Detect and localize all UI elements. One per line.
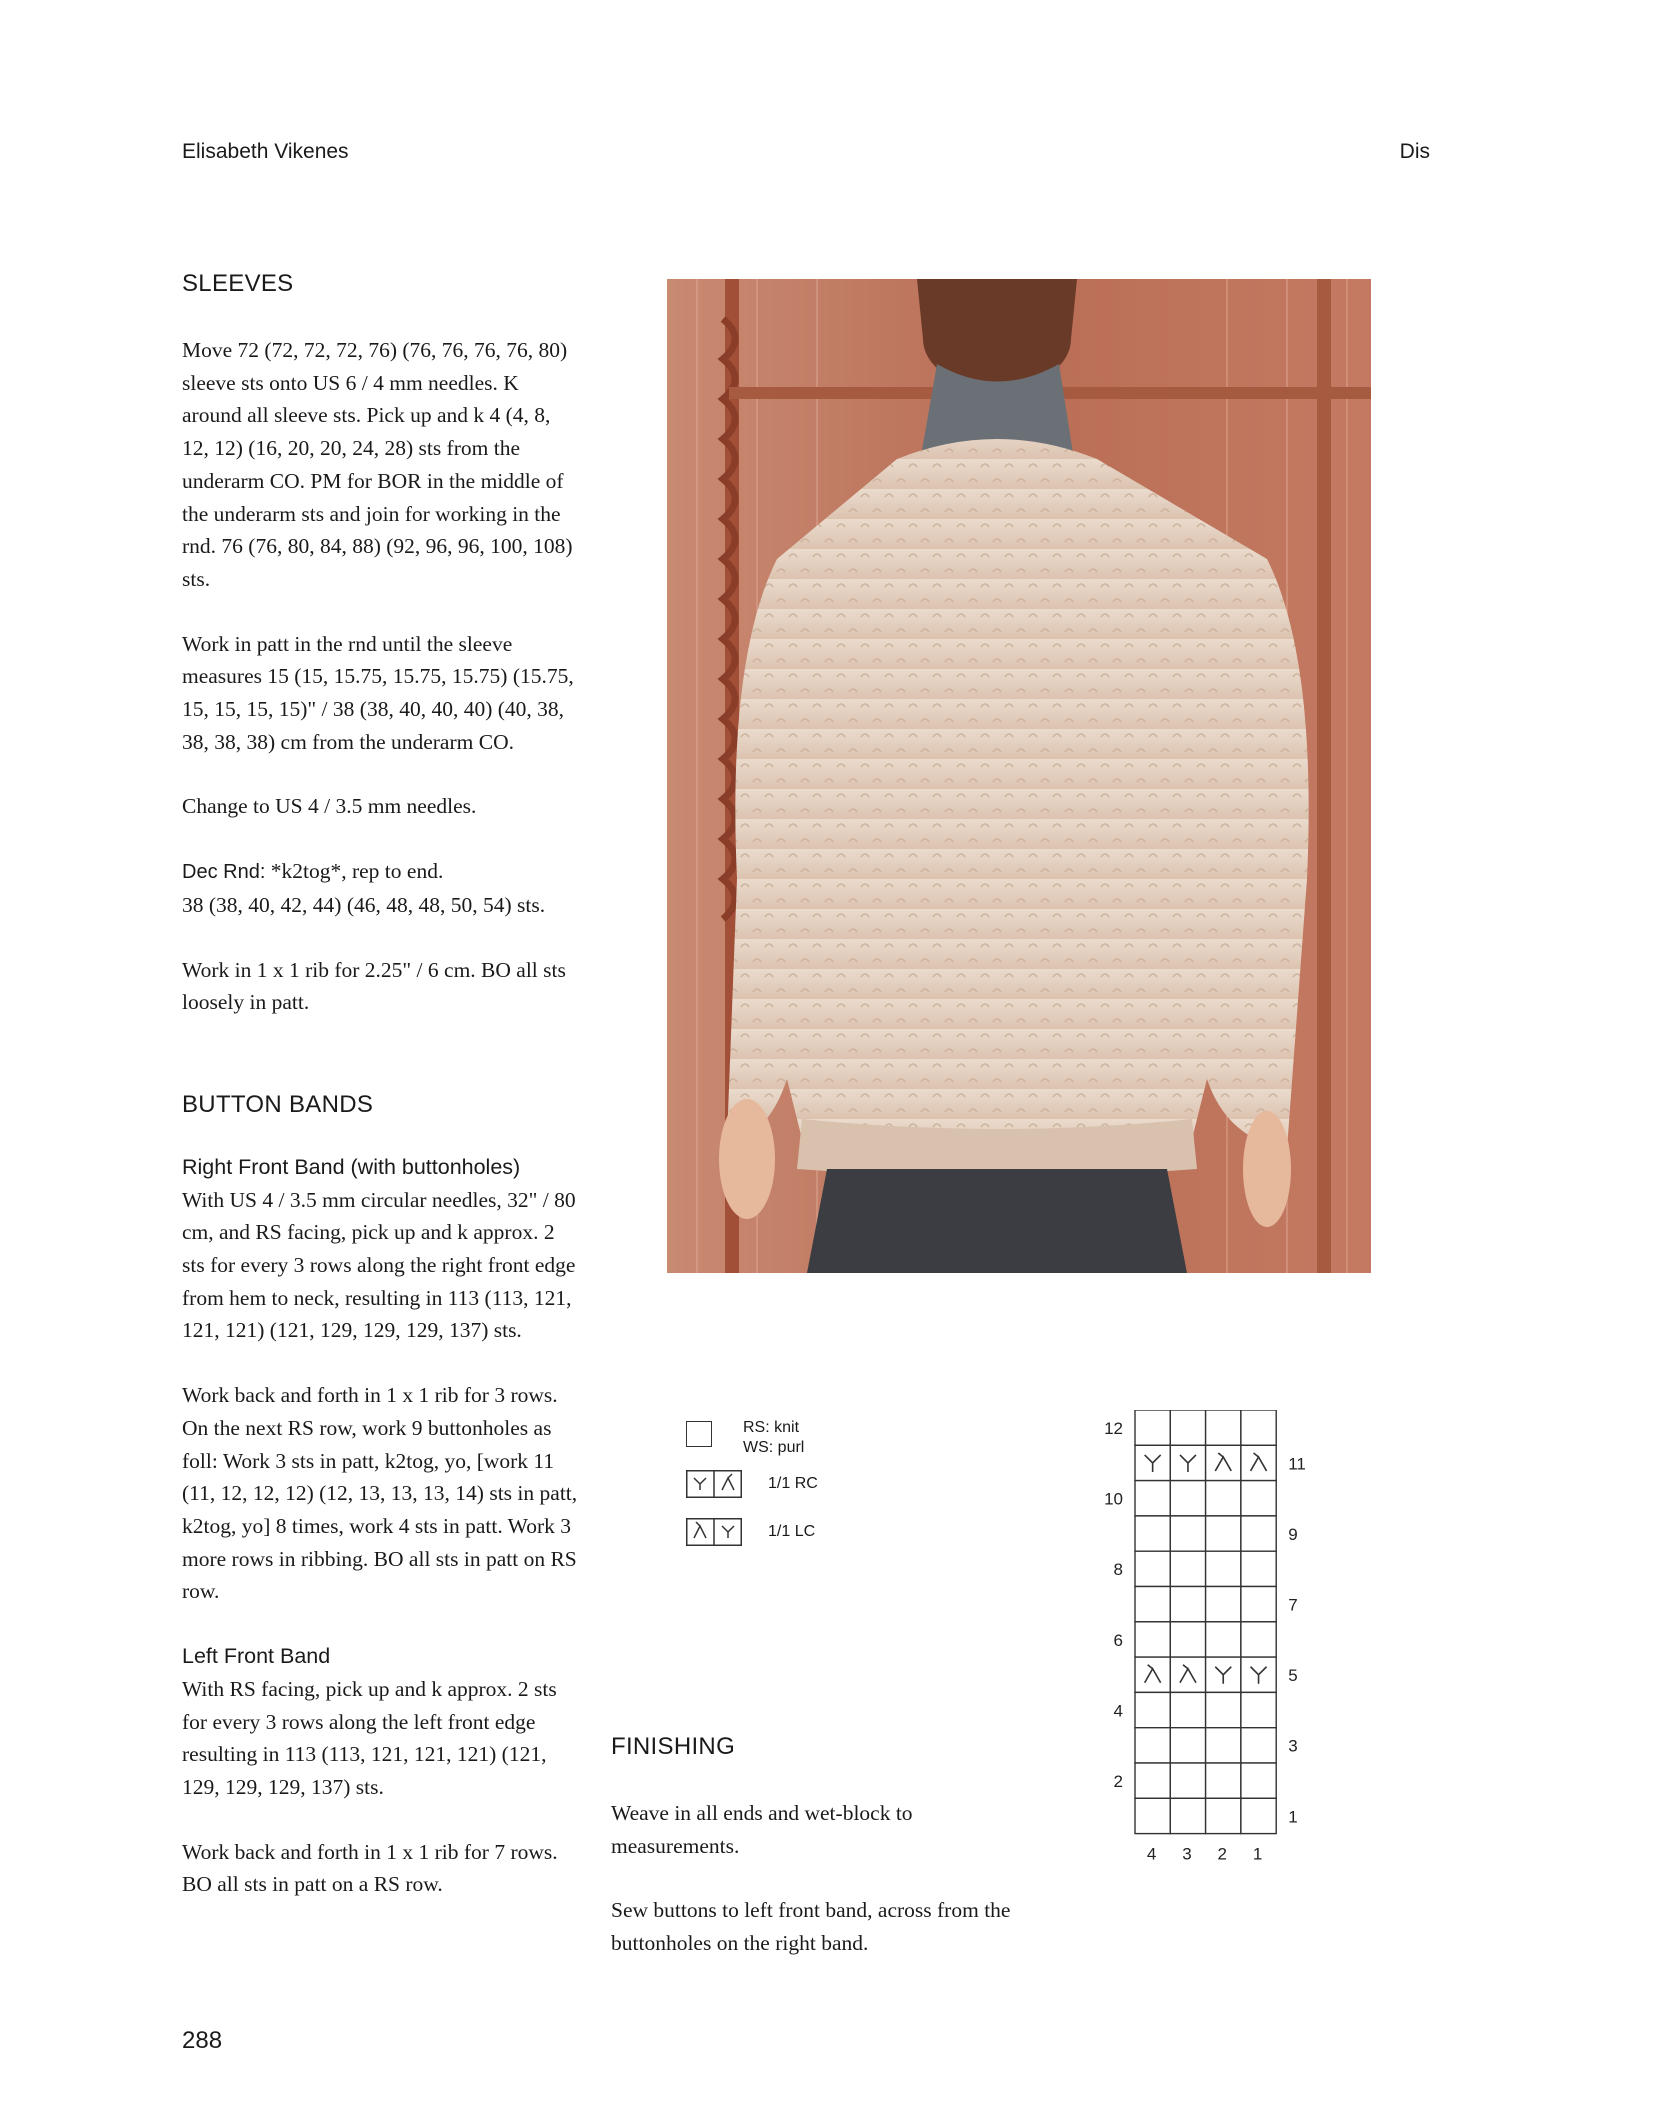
chart-cell-r4-c2	[1206, 1692, 1241, 1727]
dec-round-result: 38 (38, 40, 42, 44) (46, 48, 48, 50, 54) sts.	[182, 892, 546, 917]
chart-cell-r10-c4	[1135, 1481, 1170, 1516]
chart-legend	[686, 1418, 946, 1558]
chart-cell-r4-c3	[1170, 1692, 1205, 1727]
chart-row-label-2: 2	[1113, 1772, 1123, 1791]
chart-cell-r5-c4	[1135, 1657, 1170, 1692]
chart-cell-r6-c3	[1170, 1622, 1205, 1657]
right-band-paragraph-1: With US 4 / 3.5 mm circular needles, 32" / 80 cm, and RS facing, pick up and k approx. 2 sts for every 3 rows along the right front edge from hem to neck, resulting in 113 (113, 121, 121, 121) (121, 129, 129, 129, 137) sts.	[182, 1187, 576, 1343]
sleeves-dec-round	[182, 855, 582, 921]
legend-knit-symbol	[686, 1421, 712, 1447]
chart-cell-r5-c3	[1170, 1657, 1205, 1692]
section-heading-button-bands: BUTTON BANDS	[182, 1090, 374, 1118]
chart-cell-r9-c4	[1135, 1516, 1170, 1551]
chart-cell-r8-c3	[1170, 1551, 1205, 1586]
left-band-paragraph-2: Work back and forth in 1 x 1 rib for 7 rows. BO all sts in patt on a RS row.	[182, 1839, 558, 1897]
knitting-chart	[1100, 1410, 1320, 1880]
left-column	[182, 270, 582, 1901]
section-heading-sleeves: SLEEVES	[182, 270, 294, 297]
subheading-left-front-band: Left Front Band	[182, 1644, 331, 1669]
chart-cell-r7-c2	[1206, 1587, 1241, 1622]
chart-cell-r4-c4	[1135, 1692, 1170, 1727]
chart-cell-r8-c2	[1206, 1551, 1241, 1586]
chart-cell-r10-c1	[1241, 1481, 1276, 1516]
page-number: 288	[182, 2027, 223, 2054]
chart-cell-r3-c2	[1206, 1728, 1241, 1763]
dec-round-label: Dec Rnd:	[182, 861, 266, 884]
chart-cell-r3-c4	[1135, 1728, 1170, 1763]
chart-cell-r3-c3	[1170, 1728, 1205, 1763]
right-band-paragraph-2: Work back and forth in 1 x 1 rib for 3 rows. On the next RS row, work 9 buttonholes as foll: Work 3 sts in patt, k2tog, yo, [work 11 (11, 12, 12, 12) (12, 13, 13, 13, 14) sts in patt, k2tog, yo] 8 times, work 4 sts in patt. Work 3 more rows in ribbing. BO all sts in patt on RS row.	[182, 1383, 578, 1604]
sleeves-paragraph-2: Work in patt in the rnd until the sleeve measures 15 (15, 15.75, 15.75, 15.75) (15.75, 15, 15, 15, 15)" / 38 (38, 40, 40, 40) (40, 38, 38, 38, 38) cm from the underarm CO.	[182, 631, 574, 754]
finishing-paragraph-1: Weave in all ends and wet-block to measurements.	[611, 1801, 913, 1858]
chart-cell-r8-c1	[1241, 1551, 1276, 1586]
running-header-author: Elisabeth Vikenes	[182, 140, 349, 163]
subheading-right-front-band: Right Front Band (with buttonholes)	[182, 1154, 521, 1179]
chart-row-label-5: 5	[1288, 1666, 1298, 1686]
chart-row-label-10: 10	[1104, 1489, 1123, 1509]
chart-cell-r3-c1	[1241, 1728, 1276, 1763]
chart-row-label-12: 12	[1104, 1419, 1123, 1438]
chart-cell-r7-c1	[1241, 1587, 1276, 1622]
chart-cell-r4-c1	[1241, 1692, 1276, 1727]
chart-column-label-3: 3	[1182, 1844, 1192, 1864]
sleeves-paragraph-3: Change to US 4 / 3.5 mm needles.	[182, 794, 477, 819]
chart-cell-r9-c3	[1170, 1516, 1205, 1551]
chart-cell-r12-c3	[1170, 1410, 1205, 1445]
chart-cell-r1-c3	[1170, 1798, 1205, 1833]
legend-knit-line2: WS: purl	[743, 1439, 805, 1456]
chart-cell-r12-c2	[1206, 1410, 1241, 1445]
legend-lc-label: 1/1 LC	[768, 1523, 816, 1540]
chart-cell-r7-c3	[1170, 1587, 1205, 1622]
chart-cell-r11-c1	[1241, 1445, 1276, 1480]
chart-cell-r8-c4	[1135, 1551, 1170, 1586]
chart-row-label-3: 3	[1288, 1736, 1298, 1756]
legend-knit-label	[743, 1418, 804, 1458]
sleeves-rib-paragraph: Work in 1 x 1 rib for 2.25" / 6 cm. BO all sts loosely in patt.	[182, 957, 566, 1015]
legend-rc-label: 1/1 RC	[768, 1475, 818, 1492]
chart-cell-r6-c4	[1135, 1622, 1170, 1657]
chart-cell-r2-c2	[1206, 1763, 1241, 1798]
chart-row-label-9: 9	[1288, 1524, 1298, 1544]
finishing-paragraph-2: Sew buttons to left front band, across from the buttonholes on the right band.	[611, 1898, 1011, 1956]
chart-cell-r12-c4	[1135, 1410, 1170, 1445]
section-heading-finishing: FINISHING	[611, 1733, 736, 1760]
chart-cell-r11-c2	[1206, 1445, 1241, 1480]
chart-cell-r9-c2	[1206, 1516, 1241, 1551]
chart-cell-r2-c4	[1135, 1763, 1170, 1798]
finishing-section	[611, 1733, 1011, 1960]
chart-cell-r2-c3	[1170, 1763, 1205, 1798]
chart-cell-r6-c2	[1206, 1622, 1241, 1657]
chart-cell-r7-c4	[1135, 1587, 1170, 1622]
chart-row-label-1: 1	[1288, 1807, 1298, 1827]
sweater-photo	[667, 279, 1371, 1273]
chart-row-label-7: 7	[1288, 1595, 1298, 1615]
chart-cell-r1-c1	[1241, 1798, 1276, 1833]
chart-row-label-4: 4	[1113, 1701, 1123, 1721]
chart-row-label-11: 11	[1288, 1454, 1306, 1474]
chart-cell-r12-c1	[1241, 1410, 1276, 1445]
left-band-paragraph-1: With RS facing, pick up and k approx. 2 sts for every 3 rows along the left front edge resulting in 113 (113, 121, 121, 121) (121, 129, 129, 129, 137) sts.	[182, 1676, 557, 1799]
chart-cell-r9-c1	[1241, 1516, 1276, 1551]
legend-rc-symbol	[686, 1470, 742, 1498]
legend-lc-symbol	[686, 1518, 742, 1546]
chart-row-label-6: 6	[1113, 1630, 1123, 1650]
chart-cell-r6-c1	[1241, 1622, 1276, 1657]
dec-round-text: *k2tog*, rep to end.	[265, 859, 444, 884]
chart-column-label-4: 4	[1146, 1844, 1157, 1864]
chart-cell-r10-c3	[1170, 1481, 1205, 1516]
legend-knit-line1: RS: knit	[743, 1419, 800, 1436]
chart-cell-r1-c2	[1206, 1798, 1241, 1833]
chart-column-label-2: 2	[1217, 1844, 1227, 1864]
chart-cell-r2-c1	[1241, 1763, 1276, 1798]
chart-column-label-1: 1	[1252, 1844, 1263, 1864]
running-header-title: Dis	[1399, 140, 1430, 163]
chart-row-label-8: 8	[1113, 1560, 1123, 1580]
chart-cell-r1-c4	[1135, 1798, 1170, 1833]
chart-cell-r10-c2	[1206, 1481, 1241, 1516]
sleeves-paragraph-1: Move 72 (72, 72, 72, 76) (76, 76, 76, 76, 80) sleeve sts onto US 6 / 4 mm needles. K around all sleeve sts. Pick up and k 4 (4, 8, 12, 12) (16, 20, 20, 24, 28) sts from the underarm CO. PM for BOR in the middle of the underarm sts and join for working in the rnd. 76 (76, 80, 84, 88) (92, 96, 96, 100, 108) sts.	[182, 338, 573, 591]
